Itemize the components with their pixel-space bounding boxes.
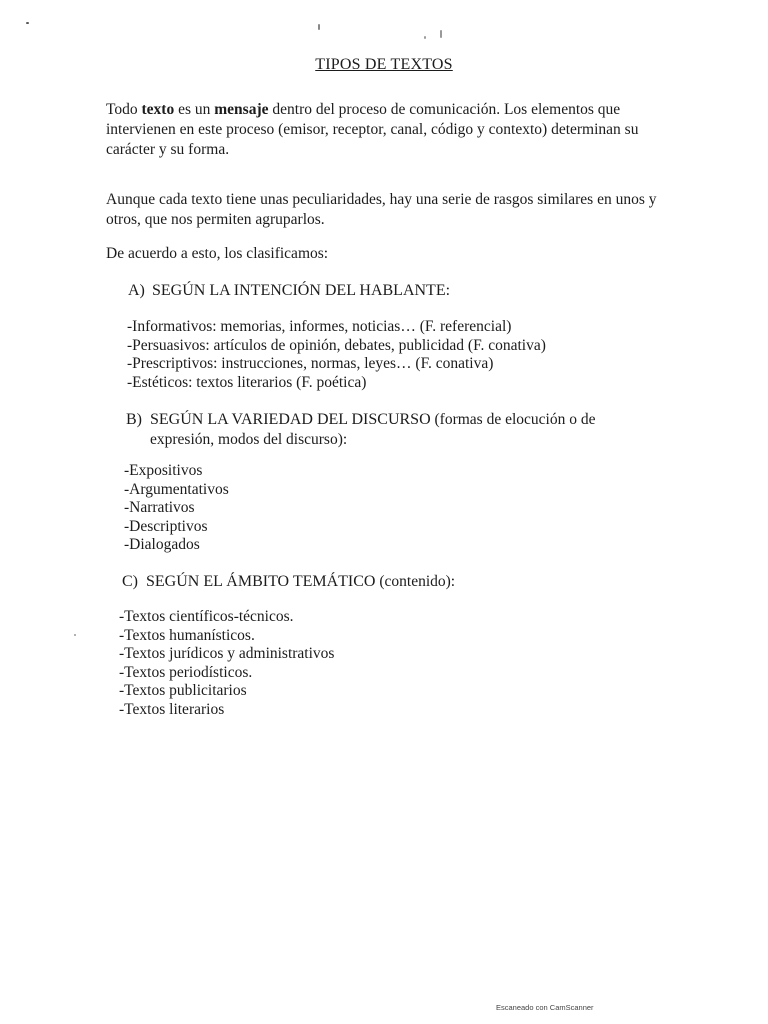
scan-speck — [440, 30, 442, 38]
section-letter: C) — [122, 573, 138, 590]
list-item: -Textos científicos-técnicos. — [119, 608, 294, 625]
section-heading-suffix-line2: expresión, modos del discurso): — [150, 431, 348, 448]
intro-text: Todo — [106, 101, 142, 118]
section-heading-text: SEGÚN LA INTENCIÓN DEL HABLANTE: — [152, 282, 451, 299]
scanner-watermark: Escaneado con CamScanner — [496, 1003, 594, 1012]
section-c-list — [119, 608, 334, 720]
list-item: -Textos literarios — [119, 700, 225, 718]
list-item: -Persuasivos: artículos de opinión, debates, publicidad (F. conativa) — [127, 336, 546, 354]
section-letter: B) — [126, 411, 142, 428]
list-item: -Argumentativos — [124, 480, 229, 498]
scan-speck — [26, 22, 29, 24]
list-item: -Informativos: memorias, informes, noticias… (F. referencial) — [127, 318, 512, 335]
scan-speck — [318, 24, 320, 30]
list-item: -Textos periodísticos. — [119, 663, 253, 681]
intro-bold-word: mensaje — [214, 101, 269, 118]
intro-paragraph-3: De acuerdo a esto, los clasificamos: — [106, 245, 329, 262]
list-item: -Textos jurídicos y administrativos — [119, 645, 335, 663]
list-item: -Textos humanísticos. — [119, 626, 255, 644]
section-heading-text: SEGÚN LA VARIEDAD DEL DISCURSO — [150, 411, 431, 428]
intro-paragraph-2: Aunque cada texto tiene unas peculiaridades, hay una serie de rasgos similares en unos y otros, que nos permiten agruparlos. — [106, 191, 657, 228]
intro-text: dentro del proceso de comunicación. Los elementos que intervienen en este proceso (emisor, receptor, canal, código y contexto) determinan su carácter y su forma. — [106, 101, 639, 158]
list-item: -Dialogados — [124, 536, 200, 554]
list-item: -Descriptivos — [124, 517, 208, 535]
section-letter: A) — [128, 282, 145, 299]
intro-bold-word: texto — [141, 101, 175, 118]
list-item: -Prescriptivos: instrucciones, normas, leyes… (F. conativa) — [127, 355, 494, 373]
section-b-list — [124, 462, 229, 555]
section-heading-suffix: (contenido): — [375, 573, 456, 590]
section-a-heading — [128, 281, 450, 301]
section-heading-text: SEGÚN EL ÁMBITO TEMÁTICO — [146, 573, 376, 590]
document-title: TIPOS DE TEXTOS — [315, 56, 453, 73]
intro-paragraph-1 — [106, 100, 686, 160]
intro-text: es un — [174, 101, 215, 118]
list-item: -Textos publicitarios — [119, 682, 247, 700]
section-c-heading — [122, 572, 455, 592]
section-a-list — [127, 318, 546, 392]
section-heading-suffix: (formas de elocución o de — [430, 411, 596, 428]
list-item: -Narrativos — [124, 499, 195, 517]
scan-speck — [424, 36, 426, 39]
list-item: -Estéticos: textos literarios (F. poética) — [127, 373, 367, 391]
list-item: -Expositivos — [124, 462, 203, 479]
section-b-heading — [126, 410, 595, 450]
scan-speck — [74, 634, 76, 636]
